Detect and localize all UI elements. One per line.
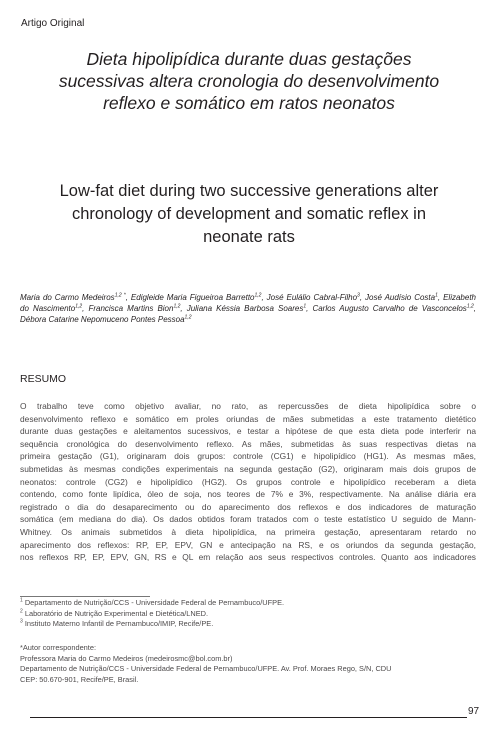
author-affiliation-mark: 1,2 * [114,292,126,299]
title-portuguese [20,48,478,114]
affiliation-item [20,598,284,609]
author-affiliation-mark: 1,2 [254,292,262,299]
abstract-body [20,400,476,564]
abstract-line: sequência cronológica do desenvolvimento reflexo. As mães, submetidas às suas respectivas dietas na [20,438,476,449]
abstract-line: contendo, como fonte lipídica, óleo de soja, nos teores de 7% e 3%, respectivamente. Na análise diária era [20,489,476,500]
abstract-line: O trabalho teve como objetivo avaliar, no rato, as repercussões de dieta hipolipídica sobre o [20,401,476,411]
abstract-line: nos reflexos RP, EP, EPV, GN, RS e QL em relação aos seus respectivos controles. Quanto aos indicadores [20,552,476,563]
abstract-line: neonatos: controle (CG2) e hipolipídico (HG2). Os grupos controle e hipolipídico receberam a dieta [20,476,476,487]
author-name: Edigleide Maria Figueiroa Barretto [130,293,255,302]
footer-rule [30,717,467,718]
affiliation-item [20,609,284,620]
title-en-line: neonate rats [203,228,295,246]
author-name: Carlos Augusto Carvalho de Vasconcelos [312,304,467,313]
author-affiliation-mark: 3 [357,292,360,299]
correspondence-label: *Autor correspondente: [20,643,97,652]
abstract-line: submetidas às mesmas condições experimentais na segunda gestação (G2), originaram mais dois grupos de [20,463,476,474]
affiliation-text: Instituto Materno Infantil de Pernambuco/IMIP, Recife/PE. [24,619,214,629]
author-affiliation-mark: 1,2 [466,303,474,310]
author-name: Juliana Késsia Barbosa Soares [186,304,304,313]
affiliation-mark: 3 [20,618,23,625]
author-name: Francisca Martins Bion [88,304,174,313]
correspondence-address: Departamento de Nutrição/CCS - Universidade Federal de Pernambuco/UFPE. Av. Prof. Moraes Rego, S/N, CDU [20,664,392,674]
resumo-heading: RESUMO [20,373,67,385]
title-pt-line: reflexo e somático em ratos neonatos [103,93,395,113]
abstract-line: Whitney. Os animais submetidos à dieta hipolipídica, na primeira gestação, apresentaram retardo no [20,526,476,537]
page-number: 97 [468,706,480,717]
affiliation-mark: 2 [20,608,23,615]
title-pt-line: Dieta hipolipídica durante duas gestações [86,49,412,69]
abstract-line: aparecimento dos reflexos: RP, EP, EPV, GN e antecipação na RS, e os oriundos da segunda gestação, [20,539,476,550]
abstract-line: primeira gestação (G1), originaram dois grupos: controle (CG1) e hipolipídico (HG1). As mesmas mães, [20,451,476,462]
abstract-line: registrado o dia do desaparecimento ou do aparecimento dos reflexos e dos indicadores de maturação [20,501,476,512]
author-name: José Eulálio Cabral-Filho [266,293,358,302]
correspondence-name-email: Professora Maria do Carmo Medeiros (medeirosmc@bol.com.br) [20,653,233,663]
author-affiliation-mark: 1,2 [173,303,181,310]
author-affiliation-mark: 1,2 [75,303,83,310]
affiliation-item [20,619,284,630]
title-english [20,180,478,249]
author-affiliation-mark: 1 [303,303,307,310]
abstract-line: desenvolvimento reflexo e somático em proles oriundas de mães submetidas a este tratamento dietético [20,413,476,424]
section-tag: Artigo Original [21,18,85,29]
author-list: Maria do Carmo Medeiros$^{1,2 *}$, Edigleide Maria Figueiroa Barretto$^{1,2}$, José Eulálio Cabral-Filho$^3$, José Audísio Costa$^1$, Elizabeth do Nascimento$^{1,2}$, Francisca Martins Bion$^{1,2}$, Juliana Késsia Barbosa Soares$^1$, Carlos Augusto Carvalho de Vasconcelos$^{1,2}$, Débora Catarine Nepomuceno Pontes Pessoa$^{1,2}$ [20,292,476,324]
author-name: José Audísio Costa [365,293,436,302]
author-affiliation-mark: 1 [435,292,438,299]
author-name: Maria do Carmo Medeiros [20,293,115,302]
author-name: Elizabeth do Nascimento [20,293,476,313]
footnote-separator [20,596,150,597]
affiliations [20,598,284,630]
correspondence-address: CEP: 50.670-901, Recife/PE, Brasil. [20,674,139,684]
author-affiliation-mark: 1,2 [184,314,192,321]
abstract-line: durante duas gestações e aleitamentos sucessivos, e testar a hipótese de que esta dieta pode interferir na [20,426,476,437]
affiliation-text: Laboratório de Nutrição Experimental e Dietética/LNED. [24,608,209,618]
title-pt-line: sucessivas altera cronologia do desenvolvimento [58,71,440,91]
affiliation-mark: 1 [20,597,23,604]
author-name: Débora Catarine Nepomuceno Pontes Pessoa [20,315,185,324]
affiliation-text: Departamento de Nutrição/CCS - Universidade Federal de Pernambuco/UFPE. [24,598,285,607]
title-en-line: Low-fat diet during two successive generations alter [59,182,439,200]
abstract-line: somática (em mediana do dia). Os dados obtidos foram tratados com o teste estatístico U seguido de Mann- [20,514,476,525]
correspondence [20,643,476,685]
title-en-line: chronology of development and somatic reflex in [71,205,427,223]
